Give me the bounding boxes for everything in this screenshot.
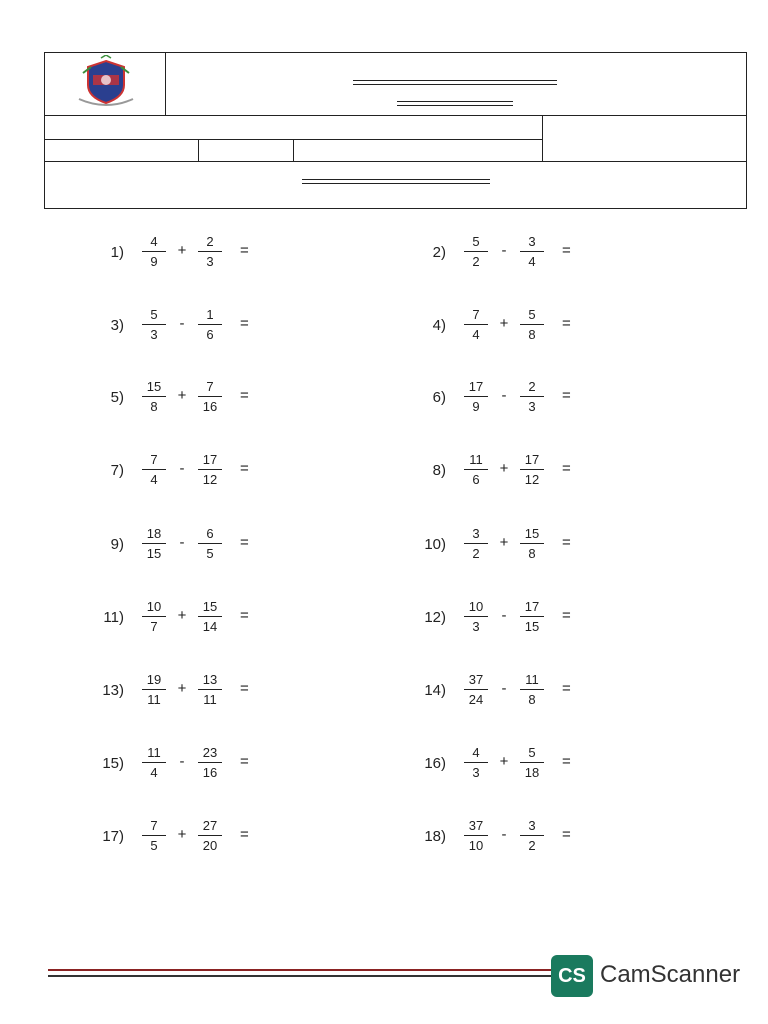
numerator: 3 [472,526,480,541]
numerator: 10 [468,599,484,614]
footer-rule [48,969,568,977]
fraction-b [518,451,546,488]
equals-sign: = [562,460,571,477]
denominator: 3 [150,327,158,342]
equals-sign: = [562,534,571,551]
numerator: 7 [472,307,480,322]
numerator: 2 [528,379,536,394]
numerator: 15 [202,599,218,614]
denominator: 11 [203,692,217,707]
denominator: 5 [206,546,214,561]
denominator: 2 [472,254,480,269]
denominator: 5 [150,838,158,853]
fraction-a [462,744,490,781]
operator: + [177,680,187,697]
denominator: 3 [206,254,214,269]
numerator: 17 [524,452,540,467]
denominator: 24 [468,692,484,707]
denominator: 14 [202,619,218,634]
denominator: 3 [528,399,536,414]
fraction-a [462,671,490,708]
denominator: 20 [202,838,218,853]
problem-number: 14) [424,682,446,699]
numerator: 4 [472,745,480,760]
fraction-a [140,525,168,562]
denominator: 6 [472,472,480,487]
numerator: 23 [202,745,218,760]
equals-sign: = [562,242,571,259]
numerator: 2 [206,234,214,249]
fraction-a [462,598,490,635]
denominator: 4 [472,327,480,342]
denominator: 3 [472,619,480,634]
problem-number: 3) [110,317,124,334]
denominator: 2 [528,838,536,853]
section-title-line [302,179,490,184]
fraction-a [140,378,168,415]
operator: - [501,607,507,624]
numerator: 3 [528,818,536,833]
equals-sign: = [240,826,249,843]
problem-17 [88,817,288,867]
numerator: 11 [469,452,483,467]
fraction-a [140,451,168,488]
denominator: 15 [146,546,162,561]
problem-number: 11) [103,609,124,626]
problem-number: 1) [110,244,124,261]
operator: + [177,607,187,624]
denominator: 3 [472,765,480,780]
camscanner-logo-icon: CS [551,955,593,997]
worksheet-header [44,52,747,209]
numerator: 7 [150,452,158,467]
operator: + [177,826,187,843]
operator: - [501,680,507,697]
denominator: 6 [206,327,214,342]
fraction-a [462,306,490,343]
numerator: 3 [528,234,536,249]
fraction-b [196,671,224,708]
numerator: 17 [524,599,540,614]
problem-number: 8) [432,462,446,479]
numerator: 18 [146,526,162,541]
fraction-b [518,233,546,270]
equals-sign: = [562,826,571,843]
fraction-b [196,233,224,270]
operator: - [501,242,507,259]
numerator: 7 [150,818,158,833]
problem-7 [88,451,288,501]
numerator: 19 [146,672,162,687]
numerator: 37 [468,672,484,687]
problem-number: 9) [110,536,124,553]
problem-14 [410,671,610,721]
denominator: 4 [528,254,536,269]
problem-number: 4) [432,317,446,334]
fraction-a [462,378,490,415]
fraction-a [140,817,168,854]
fraction-b [518,598,546,635]
numerator: 1 [206,307,214,322]
problem-1 [88,233,288,283]
problem-number: 16) [424,755,446,772]
problem-6 [410,378,610,428]
problem-number: 7) [110,462,124,479]
problem-10 [410,525,610,575]
problem-9 [88,525,288,575]
operator: + [499,315,509,332]
operator: + [177,242,187,259]
fraction-b [518,306,546,343]
numerator: 5 [150,307,158,322]
denominator: 9 [150,254,158,269]
problem-number: 10) [424,536,446,553]
fraction-a [462,451,490,488]
problem-3 [88,306,288,356]
numerator: 10 [146,599,162,614]
equals-sign: = [562,753,571,770]
problem-number: 6) [432,389,446,406]
fraction-b [196,378,224,415]
fraction-b [196,744,224,781]
numerator: 6 [206,526,214,541]
numerator: 27 [202,818,218,833]
problem-number: 12) [424,609,446,626]
numerator: 17 [468,379,484,394]
problem-13 [88,671,288,721]
operator: + [177,387,187,404]
denominator: 8 [528,327,536,342]
equals-sign: = [240,607,249,624]
title-line [353,80,557,85]
denominator: 12 [524,472,540,487]
fraction-a [140,306,168,343]
numerator: 15 [146,379,162,394]
school-crest-icon [71,55,141,111]
problem-4 [410,306,610,356]
denominator: 4 [150,472,158,487]
equals-sign: = [240,680,249,697]
problem-16 [410,744,610,794]
fraction-b [518,671,546,708]
fraction-a [462,525,490,562]
numerator: 5 [528,745,536,760]
problem-number: 18) [424,828,446,845]
operator: - [501,826,507,843]
denominator: 8 [150,399,158,414]
problem-12 [410,598,610,648]
fraction-b [196,598,224,635]
denominator: 10 [468,838,484,853]
operator: - [179,534,185,551]
denominator: 18 [524,765,540,780]
equals-sign: = [562,607,571,624]
numerator: 15 [524,526,540,541]
fraction-b [196,306,224,343]
fraction-b [518,744,546,781]
operator: - [501,387,507,404]
problem-number: 13) [102,682,124,699]
equals-sign: = [240,387,249,404]
fraction-b [518,525,546,562]
numerator: 37 [468,818,484,833]
equals-sign: = [240,242,249,259]
numerator: 4 [150,234,158,249]
denominator: 2 [472,546,480,561]
equals-sign: = [240,753,249,770]
equals-sign: = [562,315,571,332]
denominator: 16 [202,765,218,780]
fraction-b [518,378,546,415]
denominator: 8 [528,546,536,561]
problem-number: 2) [432,244,446,261]
denominator: 15 [524,619,540,634]
problem-2 [410,233,610,283]
operator: + [499,460,509,477]
fraction-a [140,598,168,635]
operator: - [179,753,185,770]
equals-sign: = [240,460,249,477]
numerator: 5 [472,234,480,249]
numerator: 11 [525,672,539,687]
numerator: 11 [147,745,161,760]
problem-number: 5) [110,389,124,406]
problem-18 [410,817,610,867]
denominator: 11 [147,692,161,707]
fraction-b [196,451,224,488]
denominator: 16 [202,399,218,414]
operator: - [179,315,185,332]
fraction-b [196,817,224,854]
problem-5 [88,378,288,428]
fraction-b [518,817,546,854]
equals-sign: = [562,387,571,404]
denominator: 9 [472,399,480,414]
subtitle-line [397,101,513,106]
fraction-a [462,233,490,270]
camscanner-wordmark: CamScanner [600,961,741,988]
fraction-a [140,744,168,781]
operator: - [179,460,185,477]
equals-sign: = [240,315,249,332]
fraction-b [196,525,224,562]
problem-11 [88,598,288,648]
operator: + [499,534,509,551]
numerator: 5 [528,307,536,322]
fraction-a [462,817,490,854]
numerator: 13 [202,672,218,687]
numerator: 7 [206,379,214,394]
fraction-a [140,233,168,270]
denominator: 4 [150,765,158,780]
operator: + [499,753,509,770]
denominator: 12 [202,472,218,487]
numerator: 17 [202,452,218,467]
problem-8 [410,451,610,501]
equals-sign: = [562,680,571,697]
equals-sign: = [240,534,249,551]
problem-15 [88,744,288,794]
denominator: 8 [528,692,536,707]
problem-number: 15) [102,755,124,772]
fraction-a [140,671,168,708]
denominator: 7 [150,619,158,634]
problem-number: 17) [102,828,124,845]
